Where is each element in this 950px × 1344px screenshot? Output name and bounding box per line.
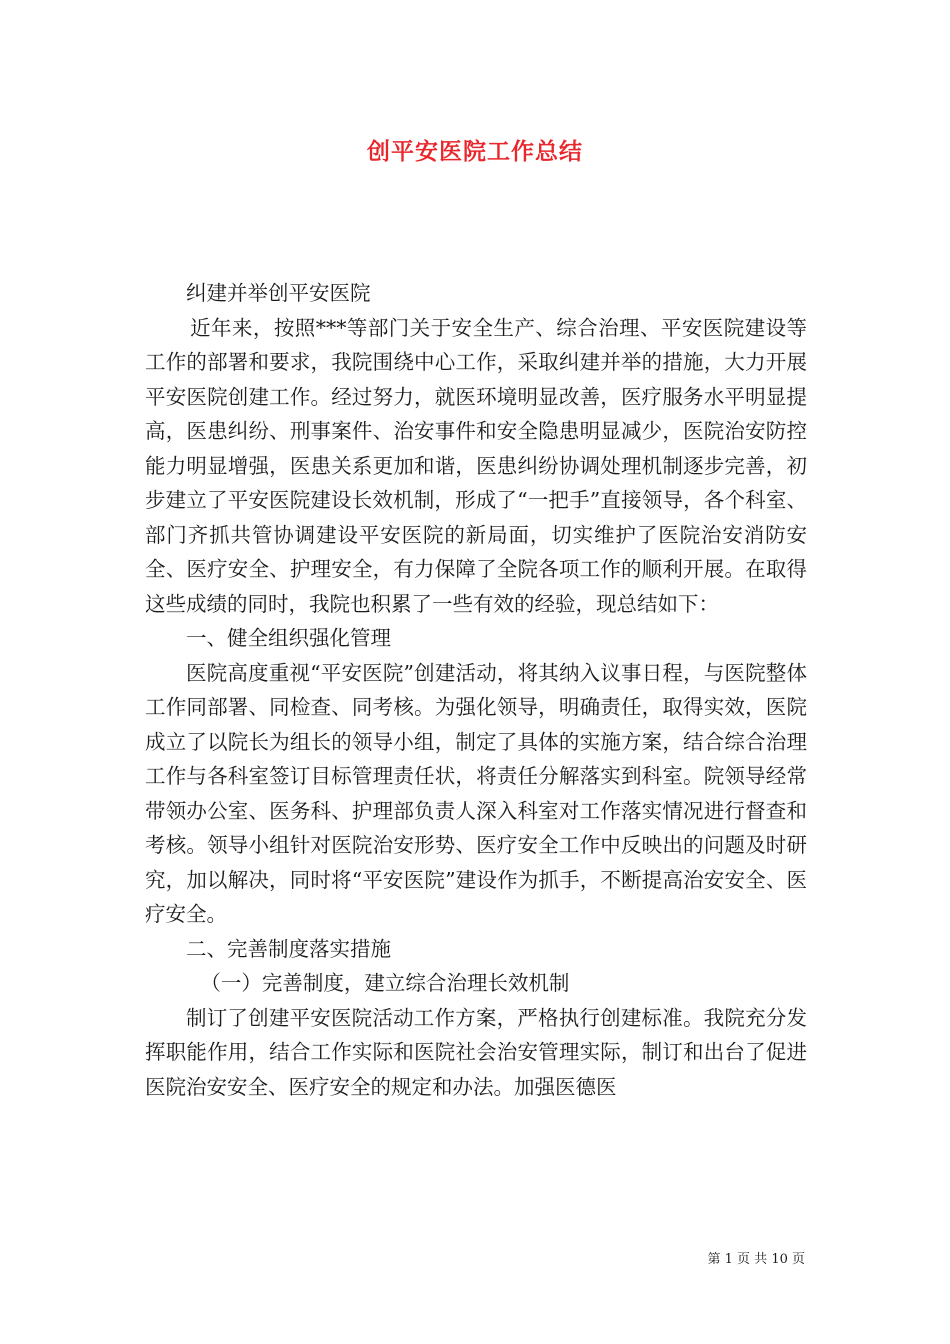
subsection-heading-1: （一）完善制度，建立综合治理长效机制 bbox=[200, 971, 570, 995]
page-number-footer: 第 1 页 共 10 页 bbox=[707, 1252, 805, 1267]
section-heading-1: 一、健全组织强化管理 bbox=[186, 626, 391, 650]
section-heading-2: 二、完善制度落实措施 bbox=[186, 936, 391, 961]
subsection-1-paragraph: 制订了创建平安医院活动工作方案，严格执行创建标准。我院充分发挥职能作用，结合工作实际和医院社会治安管理实际，制订和出台了促进医院治安安全、医疗安全的规定和办法。加强医德医 bbox=[145, 1005, 807, 1099]
document-body bbox=[145, 276, 807, 1104]
intro-paragraph: 近年来，按照***等部门关于安全生产、综合治理、平安医院建设等工作的部署和要求，我院围绕中心工作，采取纠建并举的措施，大力开展平安医院创建工作。经过努力，就医环境明显改善，医疗服务水平明显提高，医患纠纷、刑事案件、治安事件和安全隐患明显减少，医院治安防控能力明显增强，医患关系更加和谐，医患纠纷协调处理机制逐步完善，初步建立了平安医院建设长效机制，形成了“一把手”直接领导，各个科室、部门齐抓共管协调建设平安医院的新局面，切实维护了医院治安消防安全、医疗安全、护理安全，有力保障了全院各项工作的顺利开展。在取得这些成绩的同时，我院也积累了一些有效的经验，现总结如下： bbox=[145, 315, 807, 616]
document-title: 创平安医院工作总结 bbox=[367, 138, 583, 165]
subtitle-paragraph: 纠建并举创平安医院 bbox=[186, 281, 371, 305]
section-1-paragraph: 医院高度重视“平安医院”创建活动，将其纳入议事日程，与医院整体工作同部署、同检查、同考核。为强化领导，明确责任，取得实效，医院成立了以院长为组长的领导小组，制定了具体的实施方案，结合综合治理工作与各科室签订目标管理责任状，将责任分解落实到科室。院领导经常带领办公室、医务科、护理部负责人深入科室对工作落实情况进行督查和考核。领导小组针对医院治安形势、医疗安全工作中反映出的问题及时研究，加以解决，同时将“平安医院”建设作为抓手，不断提高治安安全、医疗安全。 bbox=[145, 660, 807, 926]
